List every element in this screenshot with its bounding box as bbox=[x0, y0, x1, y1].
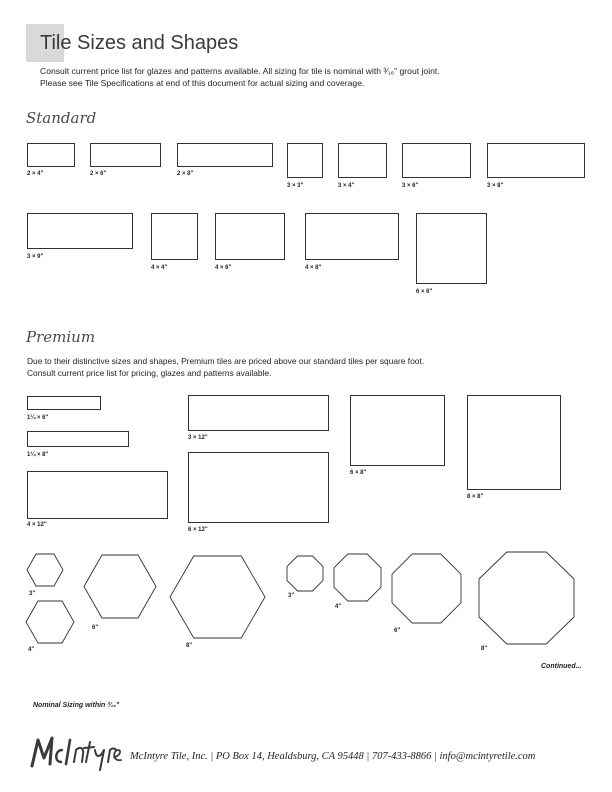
tile-1q-x6 bbox=[27, 396, 101, 410]
tile-label-6x12: 6 × 12" bbox=[188, 527, 208, 533]
tile-3x4 bbox=[338, 143, 387, 178]
tile-3x9 bbox=[27, 213, 133, 249]
tile-8x8 bbox=[467, 395, 561, 490]
octagon-label-4: 4" bbox=[335, 604, 342, 610]
tile-label-4x12: 4 × 12" bbox=[27, 522, 47, 528]
tile-1q-x8 bbox=[27, 431, 129, 447]
tile-2x6 bbox=[90, 143, 161, 167]
premium-heading: Premium bbox=[26, 328, 96, 346]
hexagon-label-8: 8" bbox=[186, 643, 193, 649]
tile-label-8x8: 8 × 8" bbox=[467, 494, 484, 500]
tile-label-2x4: 2 × 4" bbox=[27, 171, 44, 177]
nominal-sizing-note: Nominal Sizing within ³⁄₁₆" bbox=[33, 702, 120, 709]
tile-label-3x12: 3 × 12" bbox=[188, 435, 208, 441]
page-title: Tile Sizes and Shapes bbox=[40, 32, 239, 54]
tile-label-1q-x6: 1¼ × 6" bbox=[27, 415, 49, 421]
tile-6x12 bbox=[188, 452, 329, 523]
octagon-label-6: 6" bbox=[394, 628, 401, 634]
hexagon-8-shape bbox=[170, 556, 265, 638]
tile-label-2x8: 2 × 8" bbox=[177, 171, 194, 177]
hexagon-label-6: 6" bbox=[92, 625, 99, 631]
premium-desc-line-2: Consult current price list for pricing, glazes and patterns available. bbox=[27, 368, 272, 378]
tile-3x12 bbox=[188, 395, 329, 431]
tile-label-4x6: 4 × 6" bbox=[215, 265, 232, 271]
intro-text bbox=[40, 65, 440, 89]
tile-3x6 bbox=[402, 143, 471, 178]
standard-heading: Standard bbox=[26, 109, 97, 127]
footer-contact: McIntyre Tile, Inc. | PO Box 14, Healdsburg, CA 95448 | 707-433-8866 | info@mcintyretile.com bbox=[130, 751, 536, 762]
tile-6x6 bbox=[416, 213, 487, 284]
intro-line-2: Please see Tile Specifications at end of this document for actual sizing and coverage. bbox=[40, 78, 365, 88]
tile-6x8 bbox=[350, 395, 445, 466]
tile-label-6x8: 6 × 8" bbox=[350, 470, 367, 476]
tile-label-3x3: 3 × 3" bbox=[287, 183, 304, 189]
tile-label-3x9: 3 × 9" bbox=[27, 254, 44, 260]
tile-label-6x6: 6 × 6" bbox=[416, 289, 433, 295]
hexagon-3-shape bbox=[27, 554, 63, 586]
tile-label-2x6: 2 × 6" bbox=[90, 171, 107, 177]
tile-4x12 bbox=[27, 471, 168, 519]
intro-line-1: Consult current price list for glazes and patterns available. All sizing for tile is nominal with ³⁄₁₆" grout joint. bbox=[40, 66, 440, 76]
octagon-label-8: 8" bbox=[481, 646, 488, 652]
tile-3x3 bbox=[287, 143, 323, 178]
tile-2x4 bbox=[27, 143, 75, 167]
octagon-label-3: 3" bbox=[288, 593, 295, 599]
hexagon-label-4: 4" bbox=[28, 647, 35, 653]
tile-label-4x4: 4 × 4" bbox=[151, 265, 168, 271]
tile-2x8 bbox=[177, 143, 273, 167]
mcintyre-logo bbox=[28, 732, 124, 772]
tile-label-4x8: 4 × 8" bbox=[305, 265, 322, 271]
hexagon-4-shape bbox=[26, 601, 74, 643]
octagon-3-shape bbox=[287, 556, 323, 591]
tile-label-3x8: 3 × 8" bbox=[487, 183, 504, 189]
octagon-8-shape bbox=[479, 552, 574, 644]
octagon-4-shape bbox=[334, 554, 381, 601]
hexagon-6-shape bbox=[84, 555, 156, 618]
octagon-6-shape bbox=[392, 554, 461, 623]
tile-3x8 bbox=[487, 143, 585, 178]
tile-label-3x6: 3 × 6" bbox=[402, 183, 419, 189]
tile-label-1q-x8: 1¼ × 8" bbox=[27, 452, 49, 458]
tile-label-3x4: 3 × 4" bbox=[338, 183, 355, 189]
continued-note: Continued... bbox=[541, 663, 582, 670]
tile-4x4 bbox=[151, 213, 198, 260]
tile-4x8 bbox=[305, 213, 399, 260]
tile-4x6 bbox=[215, 213, 285, 260]
hexagon-label-3: 3" bbox=[29, 591, 36, 597]
premium-desc-line-1: Due to their distinctive sizes and shapes, Premium tiles are priced above our standard tiles per square foot. bbox=[27, 356, 425, 366]
